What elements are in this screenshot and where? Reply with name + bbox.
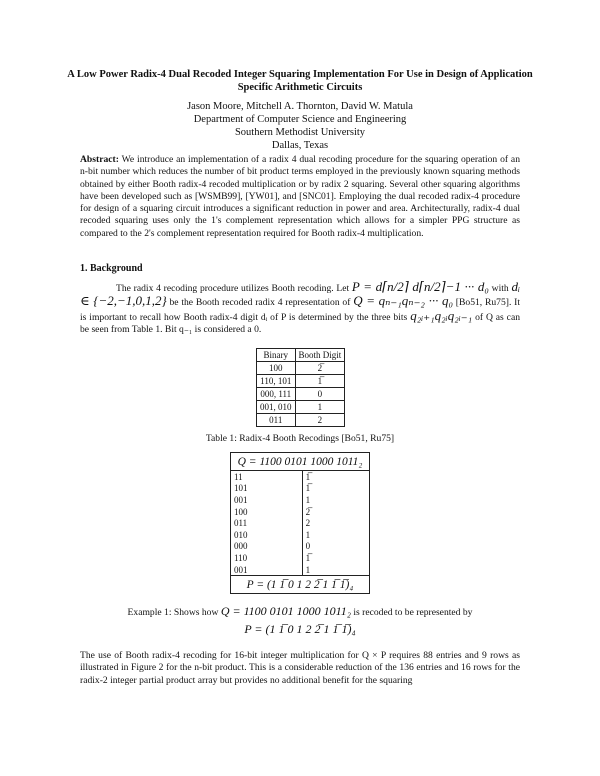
table-row [257,388,345,401]
table-cell: 1̅ [302,552,369,564]
author-department: Department of Computer Science and Engineering [193,114,407,125]
table-cell: 1 [302,494,369,506]
table-row [257,414,345,427]
table-row [231,506,370,518]
section-heading: 1. Background [80,263,143,274]
bg-text-e: of Q as can be seen from Table 1. Bit q₋₁ is considered a 0. [80,311,521,335]
table-cell: 0 [295,388,345,401]
table-cell: 011 [231,517,303,529]
example-P-value: P = (1 1̅ 0 1 2 2̅ 1 1̅ 1̅)₄ [231,576,370,594]
table-cell: 0 [302,541,369,553]
table-row [231,471,370,483]
table-cell: 000, 111 [257,388,296,401]
example-text-a: Example 1: Shows how [127,607,219,618]
table-row [231,564,370,576]
table-row [257,401,345,414]
bg-text-a: The radix 4 recoding procedure utilizes Booth recoding. Let [116,283,350,294]
table-cell: 1̅ [302,483,369,495]
table-row [257,362,345,375]
paper-title: A Low Power Radix-4 Dual Recoded Integer Squaring Implementation For Use in Design of Application Specific Arithmetic Circuits [67,69,533,93]
table-cell: 1̅ [295,375,345,388]
table-cell: 010 [231,529,303,541]
table-cell: 011 [257,414,296,427]
table1-caption: Table 1: Radix-4 Booth Recodings [Bo51, Ru75] [205,433,395,444]
table-row [231,541,370,553]
math-three-bits: q₂ᵢ₊₁q₂ᵢq₂ᵢ₋₁ [410,307,473,323]
table-cell: 001, 010 [257,401,296,414]
table-cell: 001 [231,564,303,576]
table-cell: 001 [231,494,303,506]
author-block [60,100,540,152]
example-line-1 [60,603,540,621]
table-row [231,552,370,564]
table-header-binary: Binary [257,349,296,362]
example-table-footer [231,576,370,594]
example-Q-value: Q = 1100 0101 1000 1011₂ [231,453,370,471]
abstract-text: We introduce an implementation of a radix 4 dual recoding procedure for the squaring operation of an n-bit number which reduces the number of bit product terms employed in the previously known squaring methods obtained by either Booth radix-4 recoded multiplication or by radix 2 squaring. Several other squaring algorithms have been developed such as [WSMB99], [YW01], and [SNC01]. Employing the dual recoded radix-4 procedure for design of a squaring circuit introduces a significant reduction in power and area. Architecturally, radix-4 dual recoded squaring uses only the 1's complement representation which allows for a simpler PPG structure as compared to the 2's complement representation required for Booth radix-4 multiplication. [80,154,520,239]
table-cell: 100 [257,362,296,375]
table-cell: 110, 101 [257,375,296,388]
example-recoding-table [230,452,370,594]
author-location: Dallas, Texas [271,140,329,151]
table-row [231,529,370,541]
table-cell: 2 [302,517,369,529]
example-line-2 [60,621,540,639]
abstract-label: Abstract: [80,154,119,165]
table-cell: 1 [302,564,369,576]
table-cell: 101 [231,483,303,495]
math-Q-definition: Q = qₙ₋₁qₙ₋₂ ··· q₀ [353,293,453,309]
table-cell: 1 [295,401,345,414]
example-table-header [231,453,370,471]
table-header-row [257,349,345,362]
table-cell: 11 [231,471,303,483]
booth-recoding-table [256,348,345,427]
table-header-booth: Booth Digit [295,349,345,362]
body-paragraph-2: The use of Booth radix-4 recoding for 16-bit integer multiplication for Q × P requires 88 entries and 9 rows as illustrated in Figure 2 for the n-bit product. This is a considerable reduction of the 136 entries and 16 rows for the radix-2 integer partial product array but provides no additional benefit for the squaring [80,650,520,686]
table-row [231,483,370,495]
example-math-Q: Q = 1100 0101 1000 1011₂ [220,604,351,618]
background-paragraph [80,281,520,336]
bg-text-b: with [491,283,509,294]
table-row [257,375,345,388]
example-caption [60,603,540,639]
table-cell: 2̅ [302,506,369,518]
example-math-P: P = (1 1̅ 0 1 2 2̅ 1 1̅ 1̅)₄ [244,622,356,636]
author-names: Jason Moore, Mitchell A. Thornton, David W. Matula [187,101,413,112]
table-row [231,494,370,506]
table-cell: 110 [231,552,303,564]
math-P-definition: P = d⌈n/2⌉ d⌈n/2⌉−1 ··· d₀ [351,279,489,294]
table-cell: 1̅ [302,471,369,483]
abstract-paragraph [80,154,520,240]
table-cell: 100 [231,506,303,518]
bg-text-d: [Bo51, Ru75]. It is important to recall how Booth radix-4 digit dᵢ of P is determined by the three bits [80,297,520,323]
table-cell: 2 [295,414,345,427]
table-row [231,517,370,529]
bg-text-c: be the Booth recoded radix 4 representation of [169,297,351,309]
table-cell: 2̅ [295,362,345,375]
table-cell: 1 [302,529,369,541]
table-cell: 000 [231,541,303,553]
math-digit-set: dᵢ ∈ {−2,−1,0,1,2} [80,279,521,309]
author-university: Southern Methodist University [234,127,366,138]
example-text-b: is recoded to be represented by [353,607,473,618]
